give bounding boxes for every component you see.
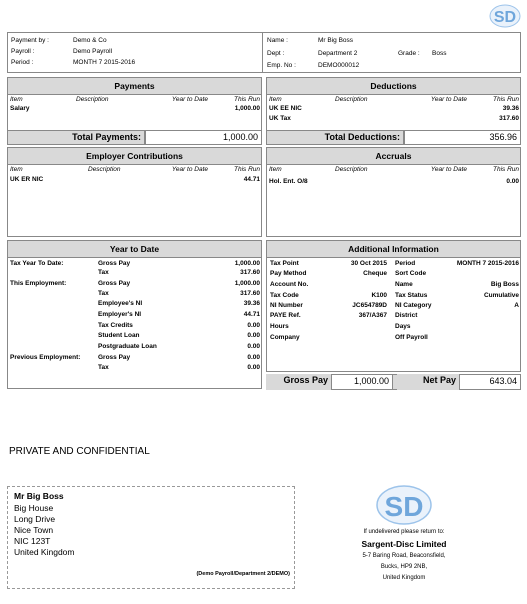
info-label: Period xyxy=(395,260,416,267)
col-this-run: This Run xyxy=(233,166,260,173)
return-address-line: 5-7 Baring Road, Beaconsfield, xyxy=(362,553,446,559)
net-pay-value: 643.04 xyxy=(459,374,521,390)
additional-title: Additional Information xyxy=(267,241,520,258)
accrual-run: 0.00 xyxy=(506,178,519,185)
payroll-value: Demo Payroll xyxy=(73,48,113,55)
col-this-run: This Run xyxy=(492,166,519,173)
ytd-row-value: 0.00 xyxy=(247,332,260,339)
col-description: Description xyxy=(88,166,121,173)
empno-value: DEMO000012 xyxy=(318,62,360,69)
ytd-row-label: Gross Pay xyxy=(98,280,131,287)
info-label: Sort Code xyxy=(395,270,427,277)
info-value: Big Boss xyxy=(490,281,519,288)
info-value: 30 Oct 2015 xyxy=(350,260,387,267)
payments-title: Payments xyxy=(8,78,261,95)
previous-employment-label: Previous Employment: xyxy=(10,354,81,361)
info-label: Tax Point xyxy=(270,260,299,267)
return-address-line: Bucks, HP9 2NB, xyxy=(380,564,428,570)
total-payments-label: Total Payments: xyxy=(7,130,145,145)
additional-info-panel xyxy=(266,240,521,372)
info-label: NI Number xyxy=(270,302,303,309)
ytd-row-value: 0.00 xyxy=(247,322,260,329)
empno-label: Emp. No : xyxy=(267,62,296,69)
col-ytd: Year to Date xyxy=(430,166,467,173)
total-deductions-label: Total Deductions: xyxy=(266,130,404,145)
info-label: Name xyxy=(395,281,413,288)
accruals-title: Accruals xyxy=(267,148,520,165)
col-item: Item xyxy=(269,166,282,173)
info-value: Cumulative xyxy=(483,292,519,299)
total-deductions-value: 356.96 xyxy=(404,130,521,145)
employer-contributions-panel xyxy=(7,147,262,237)
employer-run: 44.71 xyxy=(243,176,260,183)
dept-label: Dept : xyxy=(267,50,285,57)
col-item: Item xyxy=(269,96,282,103)
info-value: JC654789D xyxy=(352,302,387,309)
address-reference: (Demo Payroll/Department 2/DEMO) xyxy=(196,571,290,577)
deductions-panel xyxy=(266,77,521,144)
address-line: Big House xyxy=(14,503,54,513)
company-logo xyxy=(488,4,522,28)
info-label: PAYE Ref. xyxy=(270,312,301,319)
ytd-row-label: Postgraduate Loan xyxy=(98,343,157,350)
confidential-notice: PRIVATE AND CONFIDENTIAL xyxy=(9,446,150,457)
total-payments-value: 1,000.00 xyxy=(145,130,262,145)
ytd-row-label: Tax xyxy=(98,269,109,276)
employer-item: UK ER NIC xyxy=(10,176,44,183)
info-label: Tax Status xyxy=(395,292,428,299)
info-value: 367/A367 xyxy=(358,312,387,319)
pay-summary-bar xyxy=(266,374,521,390)
accrual-item: Hol. Ent. O/8 xyxy=(269,178,308,185)
ytd-row-value: 0.00 xyxy=(247,343,260,350)
ytd-row-value: 317.60 xyxy=(240,269,260,276)
info-label: NI Category xyxy=(395,302,432,309)
deductions-title: Deductions xyxy=(267,78,520,95)
info-label: District xyxy=(395,312,418,319)
return-company: Sargent-Disc Limited xyxy=(361,539,447,549)
payment-run: 1,000.00 xyxy=(234,105,260,112)
info-label: Account No. xyxy=(270,281,309,288)
accruals-panel xyxy=(266,147,521,237)
payment-by-value: Demo & Co xyxy=(73,37,107,44)
payroll-label: Payroll : xyxy=(11,48,35,55)
address-line: Nice Town xyxy=(14,525,54,535)
tax-year-label: Tax Year To Date: xyxy=(10,260,64,267)
return-logo xyxy=(374,484,434,526)
dept-value: Department 2 xyxy=(318,50,358,57)
ytd-row-value: 39.36 xyxy=(243,300,260,307)
col-description: Description xyxy=(335,166,368,173)
deduction-item: UK EE NIC xyxy=(269,105,302,112)
col-item: Item xyxy=(10,96,23,103)
employer-title: Employer Contributions xyxy=(8,148,261,165)
col-this-run: This Run xyxy=(492,96,519,103)
ytd-row-label: Tax Credits xyxy=(98,322,133,329)
name-label: Name : xyxy=(267,37,288,44)
info-label: Days xyxy=(395,323,411,330)
info-value: K100 xyxy=(371,292,387,299)
ytd-row-label: Employee's NI xyxy=(98,300,143,307)
return-address-line: United Kingdom xyxy=(382,575,426,581)
address-name: Mr Big Boss xyxy=(14,491,64,501)
payment-by-label: Payment by : xyxy=(11,37,49,44)
address-line: Long Drive xyxy=(14,514,56,524)
col-description: Description xyxy=(76,96,109,103)
gross-pay-label: Gross Pay xyxy=(266,374,331,390)
address-window xyxy=(7,486,295,589)
ytd-row-label: Gross Pay xyxy=(98,260,131,267)
period-label: Period : xyxy=(11,59,34,66)
return-notice: If undelivered please return to: xyxy=(363,529,445,535)
col-ytd: Year to Date xyxy=(171,166,208,173)
ytd-row-value: 44.71 xyxy=(243,311,260,318)
ytd-row-value: 0.00 xyxy=(247,364,260,371)
info-label: Company xyxy=(270,334,300,341)
deduction-run: 39.36 xyxy=(502,105,519,112)
svg-text:SD: SD xyxy=(493,9,517,26)
ytd-row-value: 1,000.00 xyxy=(234,280,260,287)
col-ytd: Year to Date xyxy=(171,96,208,103)
net-pay-label: Net Pay xyxy=(397,374,459,390)
ytd-row-value: 0.00 xyxy=(247,354,260,361)
ytd-row-label: Tax xyxy=(98,364,109,371)
gross-pay-value: 1,000.00 xyxy=(331,374,393,390)
period-value: MONTH 7 2015-2016 xyxy=(73,59,136,66)
address-line: United Kingdom xyxy=(14,547,75,557)
ytd-title: Year to Date xyxy=(8,241,261,258)
ytd-row-label: Gross Pay xyxy=(98,354,131,361)
col-this-run: This Run xyxy=(233,96,260,103)
col-item: Item xyxy=(10,166,23,173)
grade-label: Grade : xyxy=(398,50,420,57)
grade-value: Boss xyxy=(432,50,447,57)
ytd-row-label: Student Loan xyxy=(98,332,140,339)
deduction-run: 317.60 xyxy=(499,115,519,122)
ytd-row-value: 1,000.00 xyxy=(234,260,260,267)
payslip-header xyxy=(7,32,521,73)
ytd-row-label: Tax xyxy=(98,290,109,297)
payment-item: Salary xyxy=(10,105,30,112)
address-line: NIC 123T xyxy=(14,536,51,546)
name-value: Mr Big Boss xyxy=(318,37,354,44)
info-label: Hours xyxy=(270,323,289,330)
info-label: Off Payroll xyxy=(395,334,428,341)
this-employment-label: This Employment: xyxy=(10,280,67,287)
col-ytd: Year to Date xyxy=(430,96,467,103)
info-value: Cheque xyxy=(363,270,387,277)
info-value: A xyxy=(514,302,519,309)
col-description: Description xyxy=(335,96,368,103)
ytd-row-value: 317.60 xyxy=(240,290,260,297)
svg-text:SD: SD xyxy=(384,491,424,522)
deduction-item: UK Tax xyxy=(269,115,291,122)
year-to-date-panel xyxy=(7,240,262,389)
info-label: Tax Code xyxy=(270,292,299,299)
info-value: MONTH 7 2015-2016 xyxy=(456,260,519,267)
payments-panel xyxy=(7,77,262,144)
ytd-row-label: Employer's NI xyxy=(98,311,142,318)
info-label: Pay Method xyxy=(270,270,307,277)
